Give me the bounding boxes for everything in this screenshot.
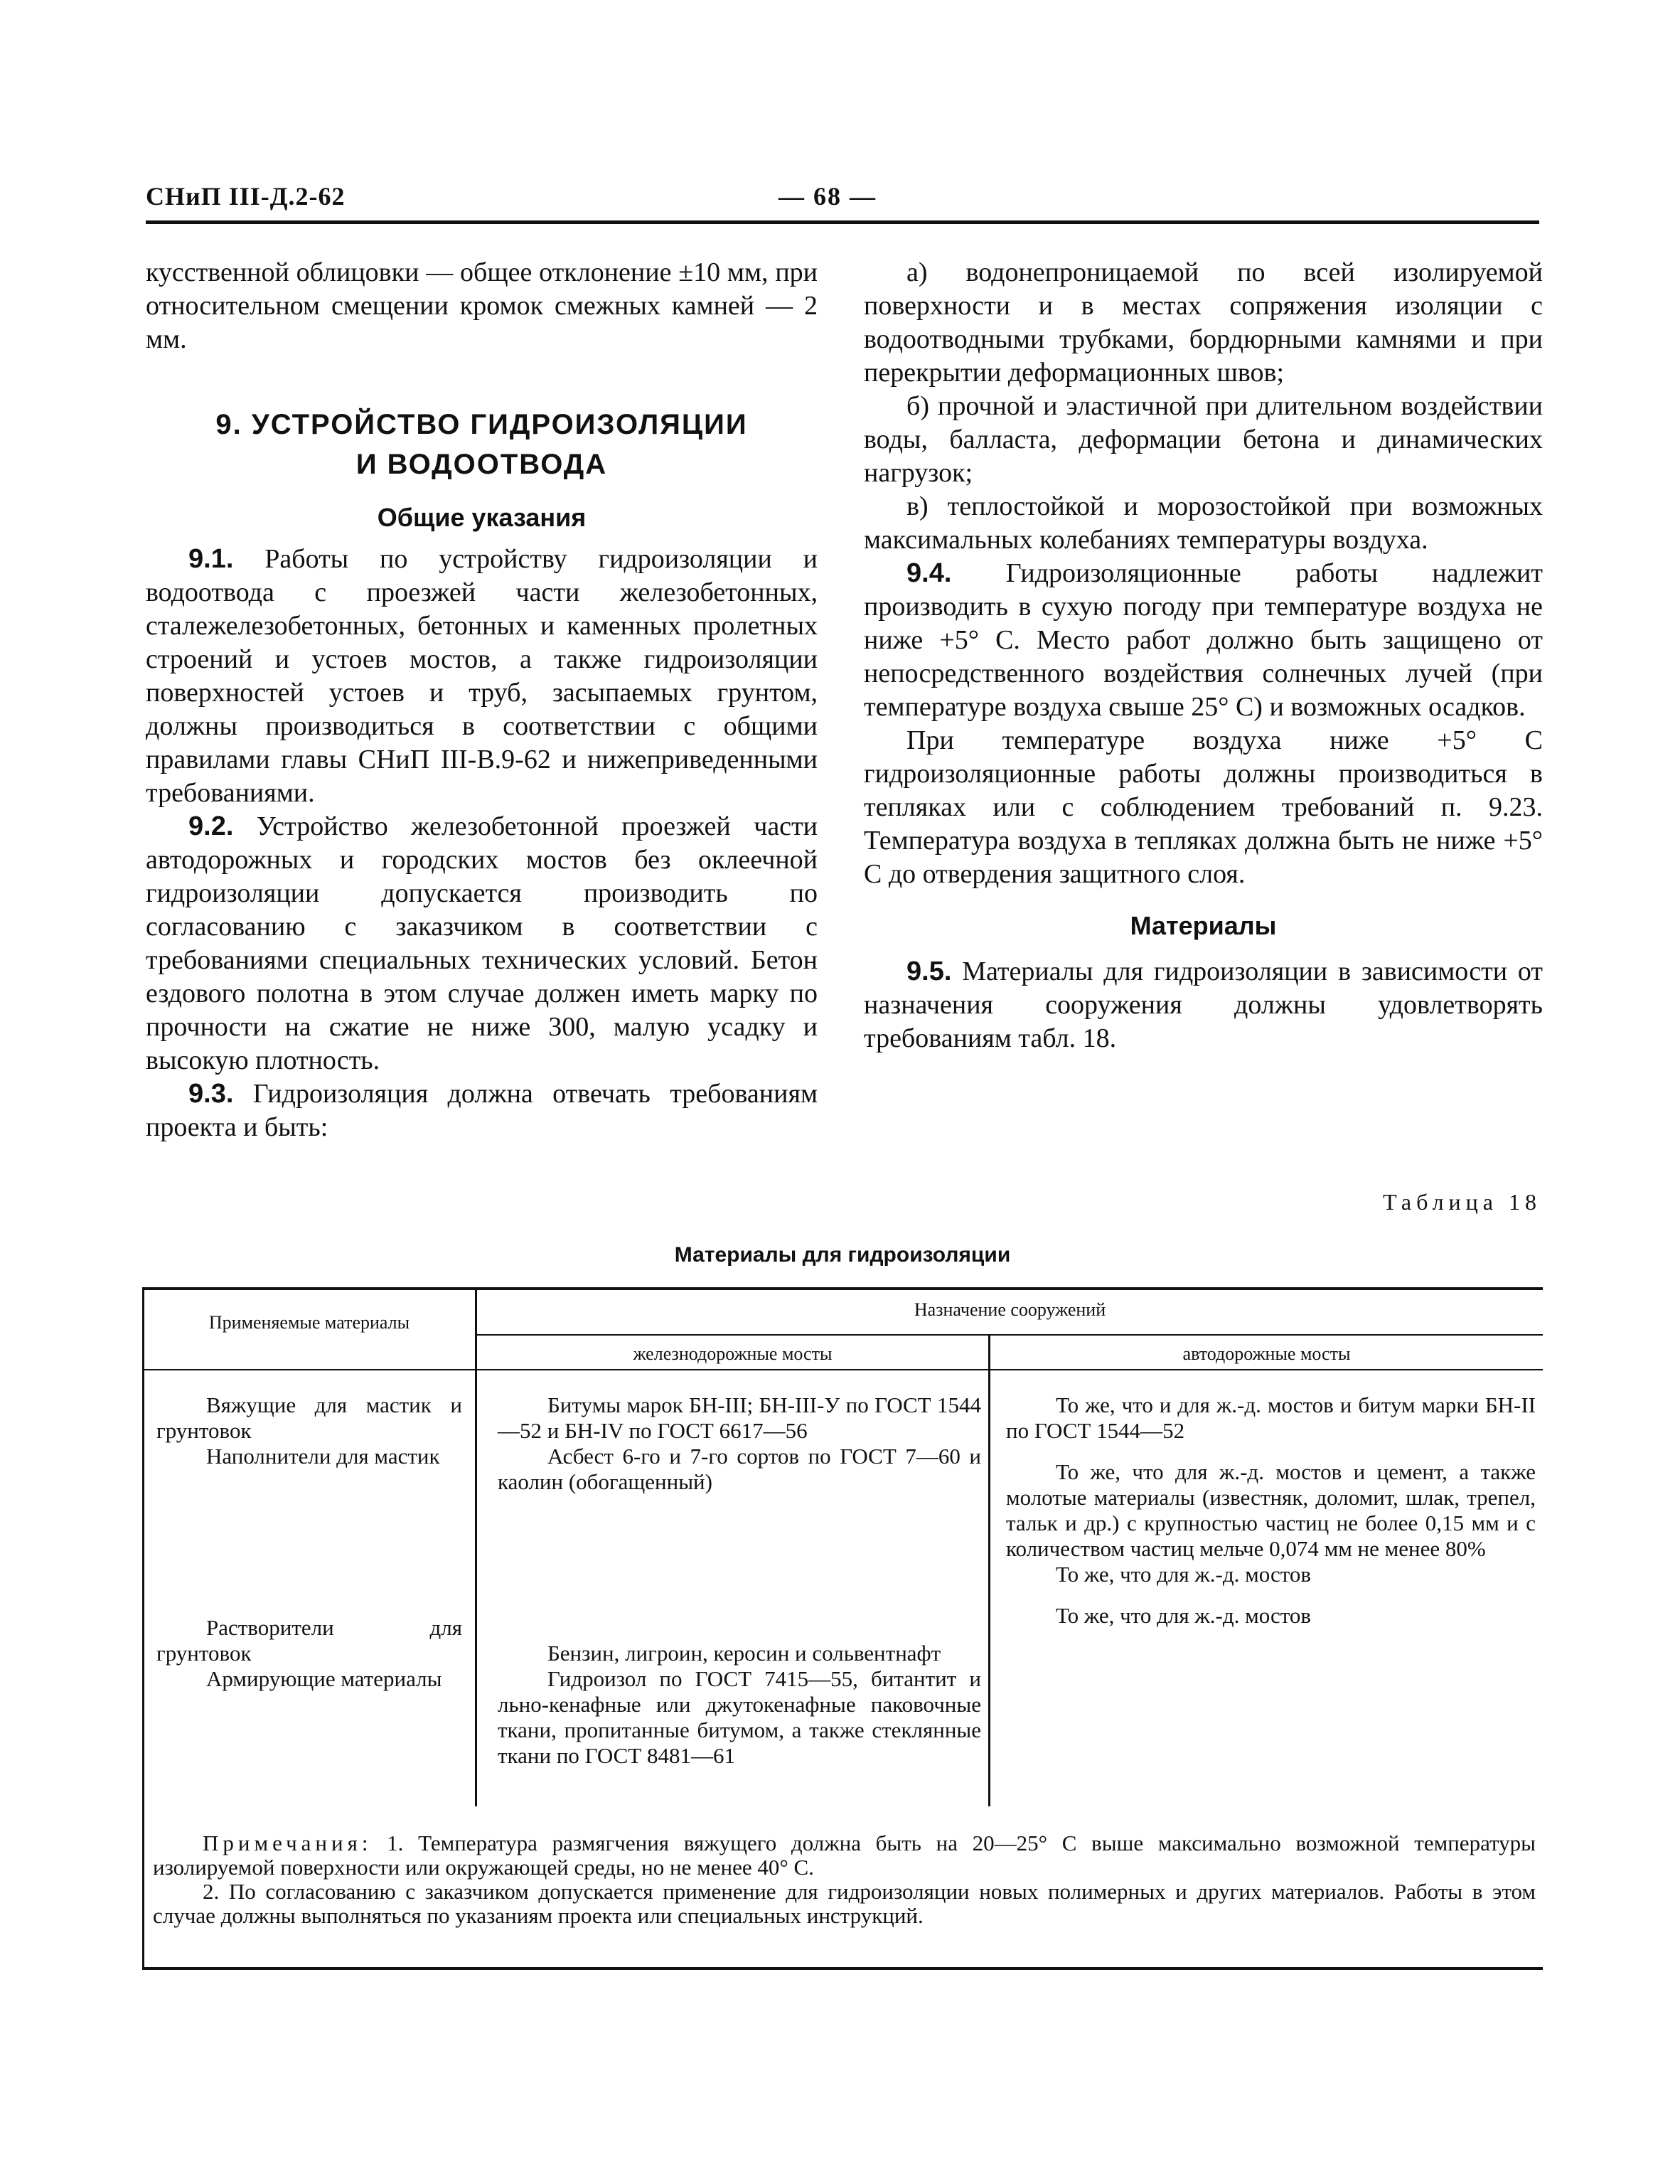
subsection-materials: Материалы (1130, 911, 1277, 940)
item-c: в) теплостойкой и морозостойкой при возможных максимальных колебаниях температуры воздуха. (864, 491, 1543, 555)
paragraph-9-3 (146, 1077, 818, 1144)
table-row-material: Вяжущие для мастик и грунтовок (156, 1392, 462, 1443)
paragraph-number: 9.3. (188, 1079, 234, 1109)
section-title-line1: 9. УСТРОЙСТВО ГИДРОИЗОЛЯЦИИ (215, 409, 748, 440)
header-materials: Применяемые материалы (208, 1312, 410, 1333)
header-purpose: Назначение сооружений (914, 1299, 1106, 1320)
table-row-road: То же, что для ж.-д. мостов (1056, 1603, 1312, 1628)
left-column (146, 256, 818, 1144)
subheader-rule (477, 1334, 1543, 1336)
paragraph-text: Гидроизоляция должна отвечать требованиям проекта и быть: (146, 1079, 818, 1142)
road-bridges-column (1006, 1392, 1536, 1629)
table-row-rail: Гидроизол по ГОСТ 7415—55, битантит и льно-кенафные или джутокенафные паковочные ткани, пропитанные битумом, а также стеклянные ткани по ГОСТ 8481—61 (498, 1666, 981, 1768)
table-row-rail: Битумы марок БН-III; БН-III-У по ГОСТ 1544—52 и БН-IV по ГОСТ 6617—56 (498, 1392, 981, 1443)
page-number: — 68 — (779, 182, 877, 211)
note-1 (153, 1831, 1536, 1880)
paragraph-9-5 (864, 955, 1543, 1055)
paragraph-number: 9.5. (906, 957, 952, 986)
table-label: Таблица 18 (1383, 1189, 1541, 1215)
paragraph-number: 9.2. (188, 811, 234, 841)
table-row-rail: Бензин, лигроин, керосин и сольвентнафт (547, 1641, 941, 1666)
paragraph-number: 9.4. (906, 558, 952, 588)
subsection-general: Общие указания (377, 503, 587, 532)
paragraph-9-1 (146, 543, 818, 810)
note-1-text: 1. Температура размягчения вяжущего должна быть на 20—25° С выше максимально возможной температуры изолируемой поверхности или окружающей среды, но не менее 40° С. (153, 1831, 1536, 1880)
rail-bridges-column (498, 1392, 981, 1769)
paragraph-text: Гидроизоляционные работы надлежит производить в сухую погоду при температуре воздуха не ниже +5° С. Место работ должно быть защищено от непосредственного воздействия солнечных лучей (при температуре воздуха свыше 25° С) и возможных осадков. (864, 558, 1543, 722)
header-rule (146, 220, 1539, 224)
paragraph-9-2 (146, 810, 818, 1077)
paragraph-text: Материалы для гидроизоляции в зависимости от назначения сооружения должны удовлетворять требованиям табл. 18. (864, 957, 1543, 1053)
section-title-line2: И ВОДООТВОДА (355, 449, 608, 480)
table-row-rail: Асбест 6-го и 7-го сортов по ГОСТ 7—60 и каолин (обогащенный) (498, 1444, 981, 1494)
header-rail-bridges: железнодорожные мосты (633, 1343, 833, 1364)
table-left-border (142, 1287, 144, 1970)
paragraph-text: Работы по устройству гидроизоляции и водоотвода с проезжей части железобетонных, сталежелезобетонных, бетонных и каменных пролетных строений и устоев мостов, а также гидроизоляции поверхностей устоев и труб, засыпаемых грунтом, должны производиться в соответствии с общими правилами главы СНиП III-В.9-62 и нижеприведенными требованиями. (146, 544, 818, 808)
item-a: а) водонепроницаемой по всей изолируемой поверхности и в местах сопряжения изоляции с водоотводными трубками, бордюрными камнями и при перекрытии деформационных швов; (864, 257, 1543, 388)
page-header (146, 181, 1539, 224)
materials-column (156, 1392, 462, 1692)
paragraph-9-4-continued: При температуре воздуха ниже +5° С гидроизоляционные работы должны производиться в тепляках или с соблюдением требований п. 9.23. Температура воздуха в тепляках должна быть не ниже +5° С до отвердения защитного слоя. (864, 725, 1543, 889)
right-column (864, 256, 1543, 1055)
table-bottom-rule (142, 1967, 1543, 1970)
table-notes (153, 1831, 1536, 1928)
paragraph-number: 9.1. (188, 544, 234, 574)
table-title: Материалы для гидроизоляции (674, 1243, 1011, 1267)
notes-label: Примечания: (203, 1831, 373, 1855)
table-row-road: То же, что и для ж.-д. мостов и битум марки БН-II по ГОСТ 1544—52 (1006, 1392, 1536, 1443)
document-code: СНиП III-Д.2-62 (146, 182, 346, 211)
table-row-road: То же, что для ж.-д. мостов (1056, 1562, 1312, 1587)
header-bottom-rule (142, 1369, 1543, 1370)
paragraph-text: Устройство железобетонной проезжей части автодорожных и городских мостов без оклеечной гидроизоляции допускается производить по согласованию с заказчиком в соответствии с требованиями специальных технических условий. Бетон ездового полотна в этом случае должен иметь марку по прочности на сжатие не ниже 300, малую усадку и высокую плотность. (146, 811, 818, 1075)
item-b: б) прочной и эластичной при длительном воздействии воды, балласта, деформации бетона и динамических нагрузок; (864, 391, 1543, 488)
header-road-bridges: автодорожные мосты (1182, 1343, 1351, 1364)
paragraph-9-4 (864, 557, 1543, 724)
table-row-material: Армирующие материалы (206, 1666, 442, 1691)
section-title (146, 405, 818, 484)
table-row-road: То же, что для ж.-д. мостов и цемент, а также молотые материалы (известняк, доломит, шлак, трепел, тальк и др.) с крупностью частиц не более 0,15 мм и с количеством частиц мельче 0,074 мм не менее 80% (1006, 1459, 1536, 1561)
column-divider-2 (988, 1334, 990, 1806)
table-top-rule (142, 1287, 1543, 1290)
table-row-material: Растворители для грунтовок (156, 1615, 462, 1666)
note-2: 2. По согласованию с заказчиком допускается применение для гидроизоляции новых полимерных и других материалов. Работы в этом случае должны выполняться по указаниям проекта или специальных инструкций. (153, 1879, 1536, 1928)
table-row-material: Наполнители для мастик (206, 1444, 440, 1469)
intro-paragraph: кусственной облицовки — общее отклонение ±10 мм, при относительном смещении кромок смежных камней — 2 мм. (146, 257, 818, 354)
